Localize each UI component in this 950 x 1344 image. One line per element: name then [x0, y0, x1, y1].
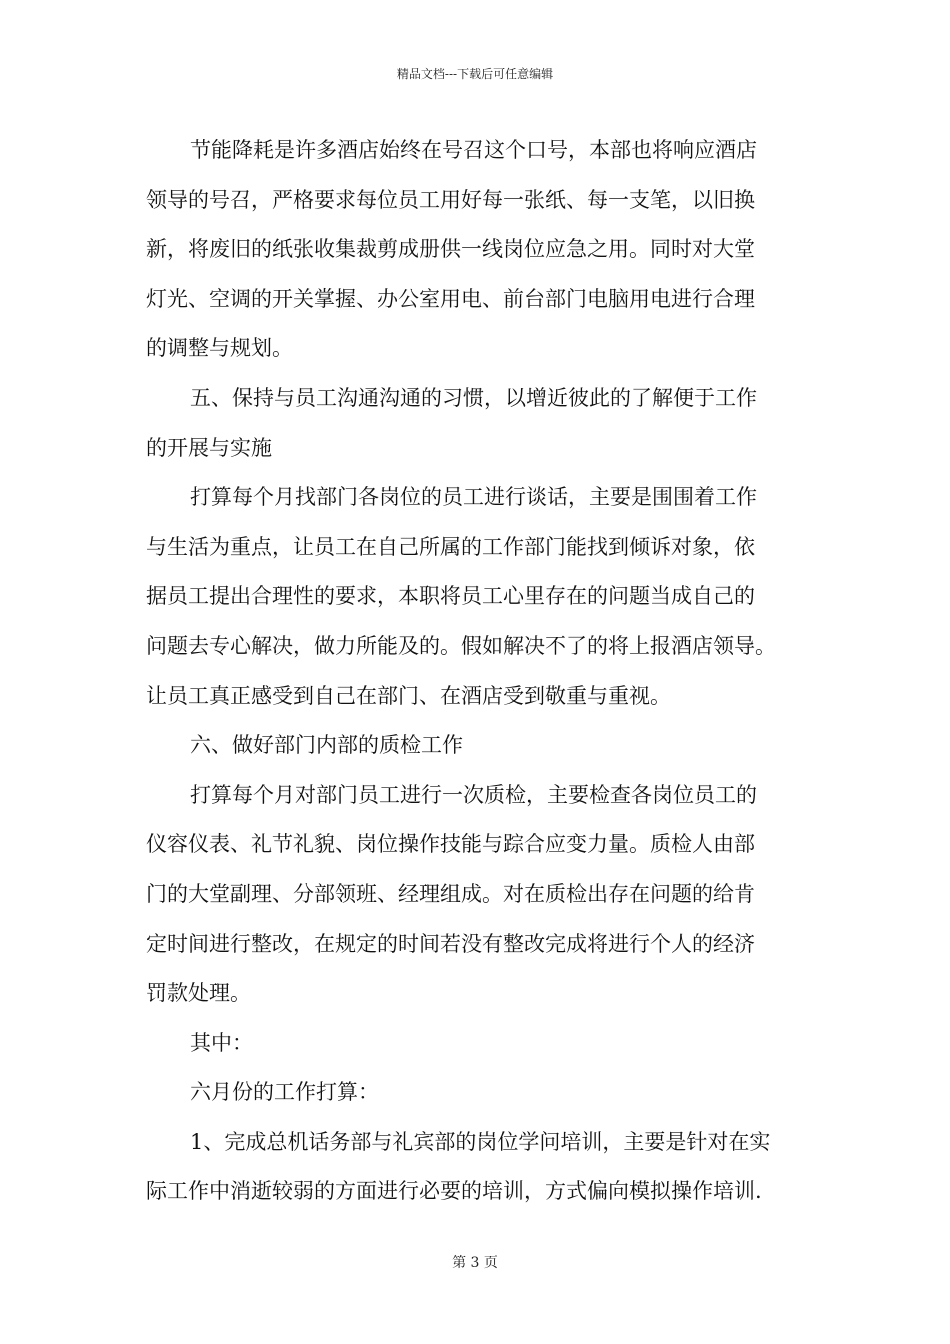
list-item-1-cont: 际工作中消逝较弱的方面进行必要的培训，方式偏向模拟操作培训. [146, 1179, 762, 1204]
section-heading-5-cont: 的开展与实施 [146, 435, 272, 460]
paragraph-line: 与生活为重点，让员工在自己所属的工作部门能找到倾诉对象，依 [146, 534, 755, 559]
page-header: 精品文档---下载后可任意编辑 [396, 67, 554, 81]
section-heading-6: 六、做好部门内部的质检工作 [190, 733, 463, 758]
paragraph-line: 节能降耗是许多酒店始终在号召这个口号，本部也将响应酒店 [190, 138, 757, 162]
paragraph-line: 其中： [190, 1030, 253, 1055]
paragraph-line: 新，将废旧的纸张收集裁剪成册供一线岗位应急之用。同时对大堂 [146, 237, 755, 262]
document-body [146, 130, 806, 1221]
paragraph-line: 打算每个月找部门各岗位的员工进行谈话，主要是围围着工作 [190, 485, 757, 510]
section-heading-5: 五、保持与员工沟通沟通的习惯，以增近彼此的了解便于工作 [190, 385, 757, 410]
list-item-1: 1、完成总机话务部与礼宾部的岗位学问培训，主要是针对在实 [190, 1129, 771, 1154]
paragraph-line: 定时间进行整改，在规定的时间若没有整改完成将进行个人的经济 [146, 931, 755, 956]
paragraph-line: 仪容仪表、礼节礼貌、岗位操作技能与踪合应变力量。质检人由部 [146, 832, 755, 857]
paragraph-line: 的调整与规划。 [146, 336, 293, 361]
page-number: 第 3 页 [452, 1255, 498, 1271]
paragraph-line: 据员工提出合理性的要求，本职将员工心里存在的问题当成自己的 [146, 584, 755, 609]
paragraph-line: 领导的号召，严格要求每位员工用好每一张纸、每一支笔，以旧换 [146, 187, 755, 212]
paragraph-line: 让员工真正感受到自己在部门、在酒店受到敬重与重视。 [146, 683, 671, 708]
paragraph-line: 门的大堂副理、分部领班、经理组成。对在质检出存在问题的给肯 [146, 881, 755, 906]
paragraph-line: 罚款处理。 [146, 981, 251, 1006]
paragraph-line: 六月份的工作打算： [190, 1080, 379, 1105]
paragraph-line: 打算每个月对部门员工进行一次质检，主要检查各岗位员工的 [190, 782, 757, 807]
paragraph-line: 灯光、空调的开关掌握、办公室用电、前台部门电脑用电进行合理 [146, 286, 755, 311]
paragraph-line: 问题去专心解决，做力所能及的。假如解决不了的将上报酒店领导。 [146, 633, 776, 658]
